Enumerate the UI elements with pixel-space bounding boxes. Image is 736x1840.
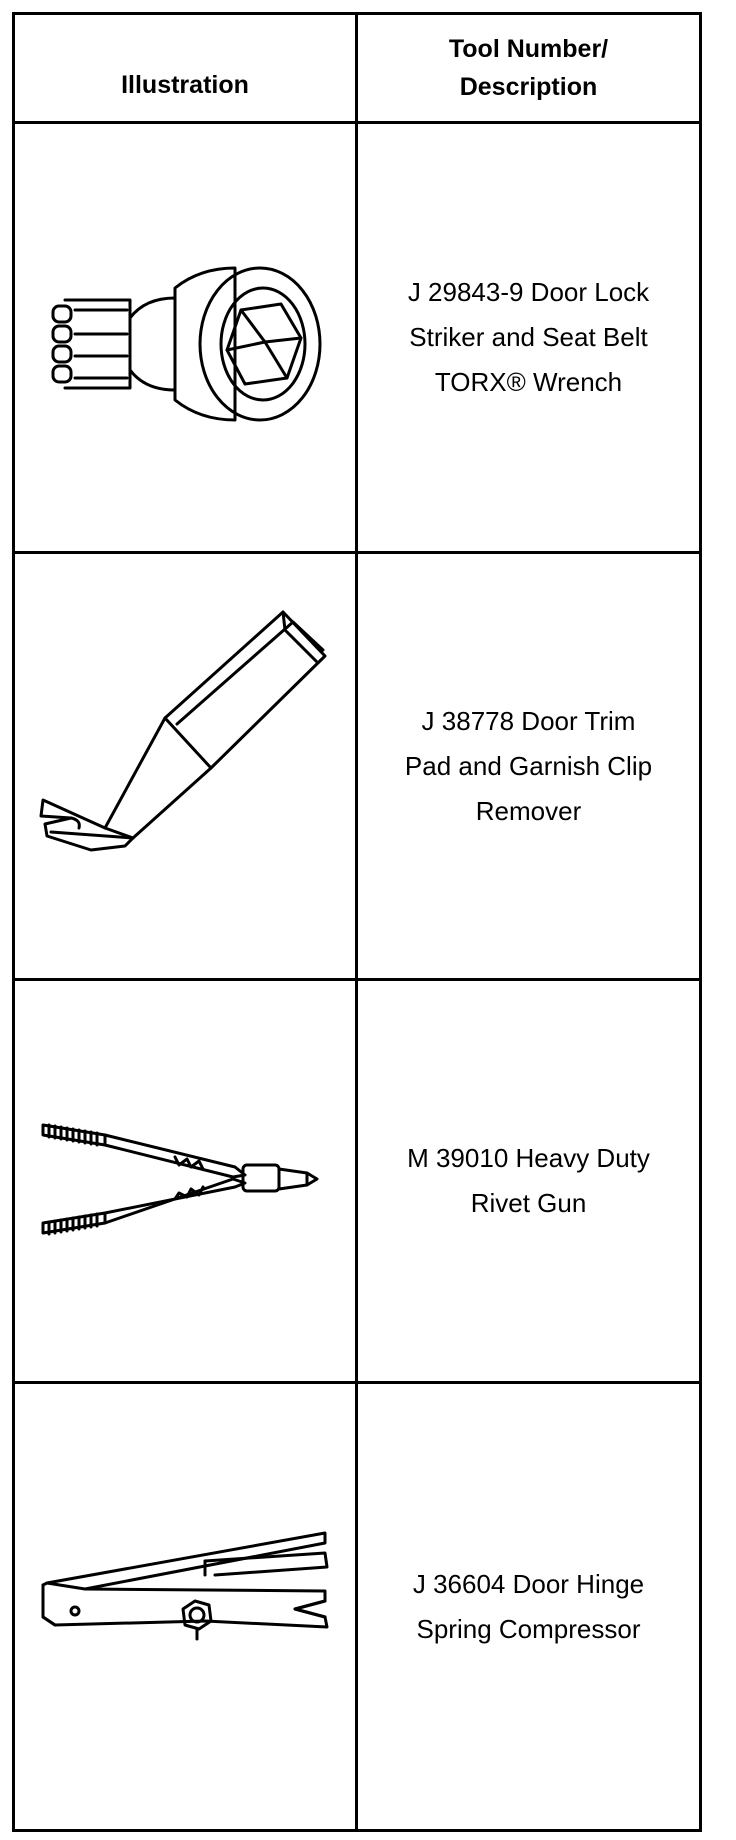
torx-socket-wrench-icon — [35, 238, 335, 438]
table-header-row — [15, 15, 699, 121]
special-tools-table — [12, 12, 702, 1832]
table-row — [15, 124, 699, 551]
table-row — [15, 1384, 699, 1829]
tool-description: J 38778 Door Trim Pad and Garnish Clip Remover — [404, 705, 653, 826]
table-row — [15, 554, 699, 978]
trim-clip-remover-icon — [25, 606, 345, 926]
header-illustration: Illustration — [121, 71, 249, 99]
illustration-cell — [15, 554, 355, 978]
tool-description: M 39010 Heavy Duty Rivet Gun — [407, 1143, 650, 1218]
illustration-cell — [15, 981, 355, 1381]
tool-description: J 29843-9 Door Lock Striker and Seat Belt TORX® Wrench — [407, 277, 650, 397]
header-description: Tool Number/ Description — [448, 35, 609, 101]
table-row — [15, 981, 699, 1381]
hinge-spring-compressor-icon — [25, 1517, 345, 1697]
tool-description: J 36604 Door Hinge Spring Compressor — [412, 1568, 645, 1644]
illustration-cell — [15, 124, 355, 551]
rivet-gun-icon — [25, 1101, 345, 1261]
illustration-cell — [15, 1384, 355, 1829]
